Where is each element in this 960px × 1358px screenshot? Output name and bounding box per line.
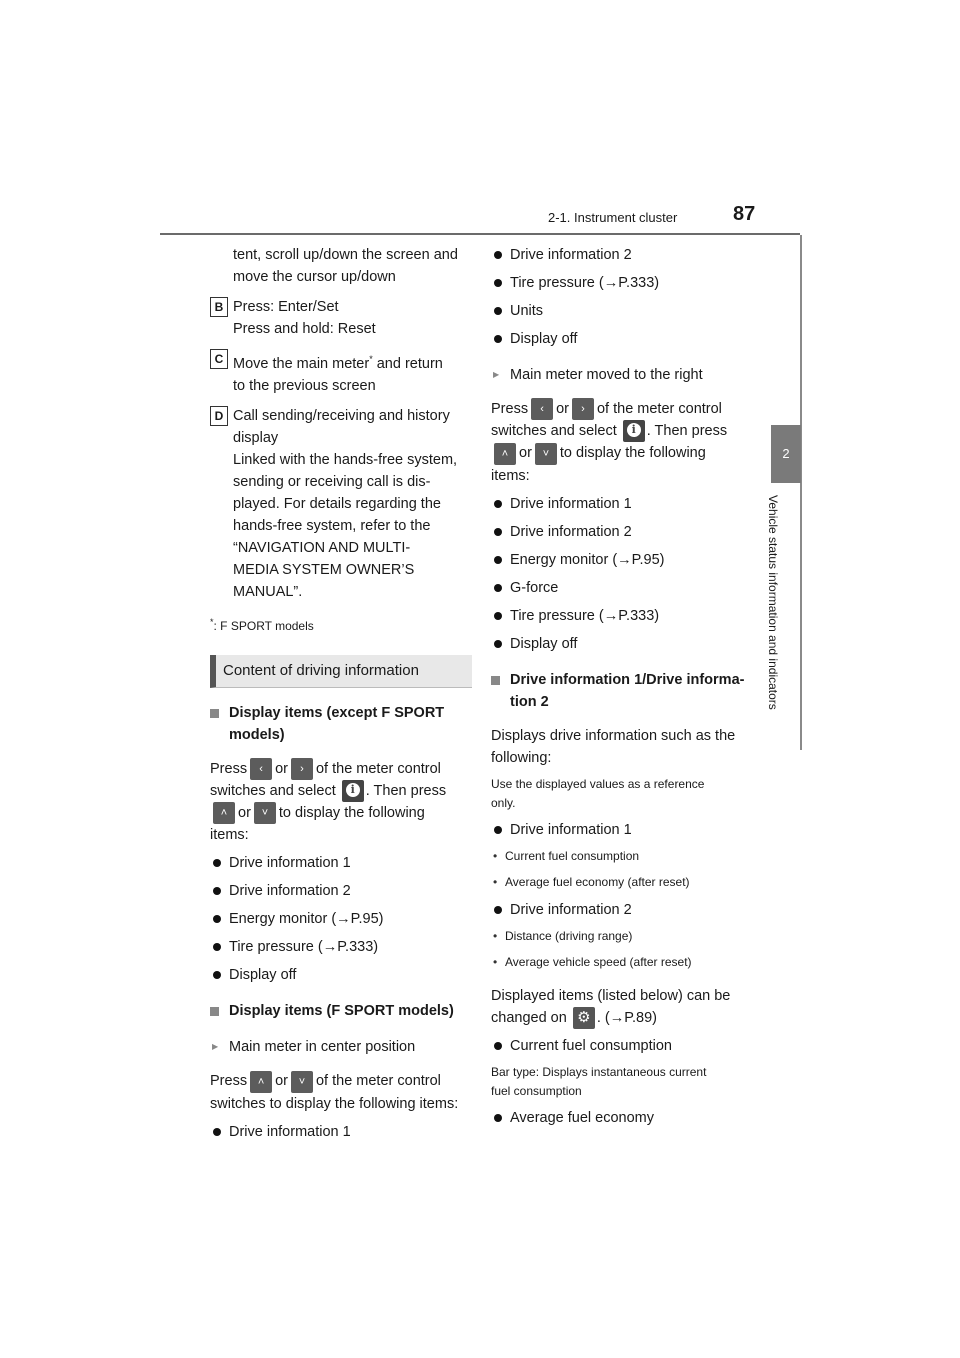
list-item: Energy monitor (→P.95) (491, 549, 753, 571)
header-rule (160, 233, 800, 235)
up-arrow-icon: ˄ (213, 802, 235, 824)
list-item: Average fuel economy (491, 1107, 753, 1129)
instruction-text: Press ‹ or › of the meter control switches and select i . Then press ˄ or ˅ to display the following items: (491, 398, 753, 487)
left-arrow-icon: ‹ (531, 398, 553, 420)
text-line: MEDIA SYSTEM OWNER’S (233, 561, 415, 578)
subsection-title: Display items (F SPORT models) (210, 1000, 472, 1022)
note-text: Use the displayed values as a reference only. (491, 776, 705, 810)
label-b-icon: B (210, 297, 228, 317)
list-item: Tire pressure (→P.333) (491, 605, 753, 627)
up-arrow-icon: ˄ (250, 1071, 272, 1093)
text-line: tent, scroll up/down the screen and (233, 247, 458, 263)
instruction-text: Press ‹ or › of the meter control switches and select i . Then press ˄ or ˅ to display the following items: (210, 758, 472, 847)
text-line: sending or receiving call is dis- (233, 473, 431, 490)
chapter-tab[interactable]: 2 (771, 425, 801, 483)
gear-icon: ⚙ (573, 1007, 595, 1029)
left-arrow-icon: ‹ (250, 758, 272, 780)
label-d-icon: D (210, 406, 228, 426)
down-arrow-icon: ˅ (535, 443, 557, 465)
page-number: 87 (733, 203, 756, 225)
text-line: display (233, 429, 279, 446)
list-item: Display off (491, 328, 753, 350)
list-item: Display off (210, 964, 472, 986)
footnote-star: * (369, 354, 373, 364)
right-column (491, 244, 753, 1129)
list-item: Drive information 2 (210, 880, 472, 902)
sub-list-item: • Current fuel consumption (491, 845, 753, 867)
items-list (210, 852, 472, 986)
list-item: Energy monitor (→P.95) (210, 908, 472, 930)
subsection-title: Display items (except F SPORT models) (210, 702, 472, 746)
text-line: “NAVIGATION AND MULTI- (233, 539, 411, 556)
text-line: MANUAL”. (233, 583, 303, 600)
text-line: Press and hold: Reset (233, 321, 376, 337)
list-item: Drive information 1 (491, 493, 753, 515)
footnote: *: F SPORT models (210, 616, 314, 633)
text-line: to the previous screen (233, 377, 376, 394)
text-line: move the cursor up/down (233, 269, 396, 285)
instruction-text: Press ˄ or ˅ of the meter control switches to display the following items: (210, 1070, 472, 1114)
up-arrow-icon: ˄ (494, 443, 516, 465)
section-heading: Content of driving information (210, 655, 472, 688)
item-c (210, 348, 472, 397)
list-item: G-force (491, 577, 753, 599)
description-text: Displays drive information such as the following: (491, 727, 736, 766)
right-arrow-icon: › (291, 758, 313, 780)
list-item: Tire pressure (→P.333) (210, 936, 472, 958)
text-line: Press: Enter/Set (233, 299, 339, 315)
section-title: 2-1. Instrument cluster (548, 210, 678, 225)
note-text: Bar type: Displays instantaneous current fuel consumption (491, 1064, 707, 1098)
info-icon: i (623, 420, 645, 442)
down-arrow-icon: ˅ (254, 802, 276, 824)
list-item: Display off (491, 633, 753, 655)
sub-list-item: • Average vehicle speed (after reset) (491, 951, 753, 973)
text-line: Call sending/receiving and history (233, 407, 450, 424)
sub-list-item: • Distance (driving range) (491, 925, 753, 947)
right-arrow-icon: › (572, 398, 594, 420)
sub-list-item: • Average fuel economy (after reset) (491, 871, 753, 893)
item-d (210, 405, 472, 603)
label-c-icon: C (210, 349, 228, 369)
list-item: Units (491, 300, 753, 322)
down-arrow-icon: ˅ (291, 1071, 313, 1093)
text-line: Linked with the hands-free system, (233, 451, 458, 468)
list-item: Tire pressure (→P.333) (491, 272, 753, 294)
list-item: Drive information 2 (491, 521, 753, 543)
list-item: Drive information 1 (210, 1121, 472, 1143)
description-text: Displayed items (listed below) can be changed on ⚙ . (→P.89) (491, 985, 753, 1029)
list-item: Drive information 1 (491, 819, 753, 841)
list-item: Drive information 2 (491, 244, 753, 266)
info-icon: i (342, 780, 364, 802)
text-line: played. For details regarding the (233, 495, 441, 512)
subsection-title: Drive information 1/Drive informa- tion 2 (491, 669, 753, 713)
side-rule (800, 235, 802, 750)
sub-condition: ▶ Main meter in center position (210, 1036, 472, 1058)
list-item: Drive information 2 (491, 899, 753, 921)
item-b (210, 296, 472, 340)
text-line: Move the main meter* and return (233, 354, 443, 372)
items-list (491, 493, 753, 655)
list-item: Current fuel consumption (491, 1035, 753, 1057)
list-item: Drive information 1 (210, 852, 472, 874)
text-line: hands-free system, refer to the (233, 517, 431, 534)
left-column (210, 244, 472, 1143)
chapter-title: Vehicle status information and indicators (766, 495, 780, 710)
sub-condition: ▶ Main meter moved to the right (491, 364, 753, 386)
